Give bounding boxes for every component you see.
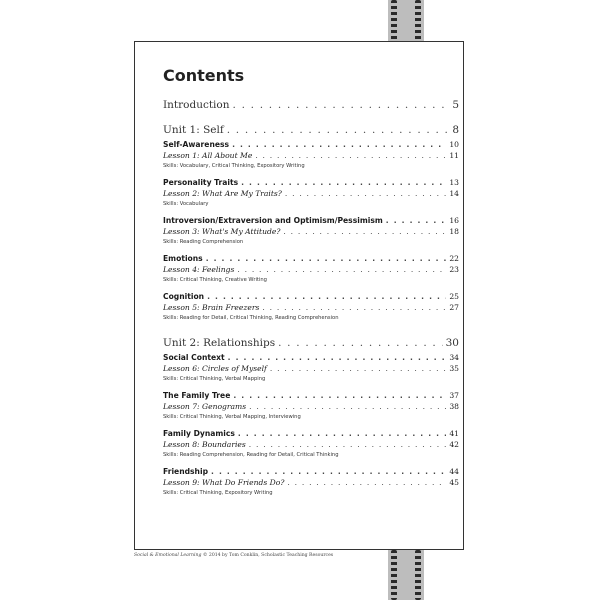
section-title: Emotions <box>163 254 203 263</box>
dot-leader <box>287 477 446 488</box>
toc-page-number: 18 <box>449 227 459 236</box>
chain-pattern <box>391 0 397 41</box>
toc-section <box>163 215 459 247</box>
contents-page <box>134 41 464 550</box>
toc-section <box>163 139 459 171</box>
toc-lesson[interactable] <box>163 302 459 313</box>
section-title: Cognition <box>163 292 205 301</box>
dot-leader <box>227 123 450 137</box>
section-title: The Family Tree <box>163 391 231 400</box>
lesson-title: Lesson 2: What Are My Traits? <box>163 189 282 198</box>
toc-section <box>163 177 459 209</box>
toc-entry-unit-2[interactable] <box>163 336 459 350</box>
toc-section-title[interactable] <box>163 466 459 477</box>
toc-page-number: 22 <box>449 254 459 263</box>
toc-label: Unit 2: Relationships <box>163 337 276 349</box>
toc-section <box>163 253 459 285</box>
lesson-title: Lesson 1: All About Me <box>163 151 253 160</box>
toc-section-title[interactable] <box>163 215 459 226</box>
chain-pattern <box>415 550 421 600</box>
dot-leader <box>386 215 447 226</box>
toc-section-title[interactable] <box>163 428 459 439</box>
lesson-skills: Skills: Critical Thinking, Creative Writing <box>163 277 267 283</box>
section-title: Personality Traits <box>163 178 239 187</box>
toc-lesson[interactable] <box>163 363 459 374</box>
toc-page-number: 35 <box>449 364 459 373</box>
dot-leader <box>285 188 446 199</box>
toc-section <box>163 466 459 498</box>
toc-label: Unit 1: Self <box>163 124 224 136</box>
toc-page-number: 8 <box>452 124 459 136</box>
dot-leader <box>278 336 443 350</box>
toc-lesson[interactable] <box>163 226 459 237</box>
lesson-title: Lesson 6: Circles of Myself <box>163 364 267 373</box>
dot-leader <box>283 226 446 237</box>
dot-leader <box>255 150 446 161</box>
toc-section <box>163 352 459 384</box>
dot-leader <box>262 302 446 313</box>
section-title: Introversion/Extraversion and Optimism/Pessimism <box>163 216 383 225</box>
toc-section <box>163 291 459 323</box>
toc-page-number: 30 <box>445 337 459 349</box>
toc-lesson[interactable] <box>163 439 459 450</box>
toc-section-title[interactable] <box>163 291 459 302</box>
chain-pattern <box>415 0 421 41</box>
toc-page-number: 45 <box>449 478 459 487</box>
toc-label: Introduction <box>163 99 230 111</box>
toc-section-title[interactable] <box>163 352 459 363</box>
dot-leader <box>232 139 446 150</box>
copyright-footer <box>134 553 333 558</box>
footer-book-title: Social & Emotional Learning <box>134 553 202 558</box>
lesson-skills: Skills: Critical Thinking, Expository Writing <box>163 490 273 496</box>
dot-leader <box>206 253 447 264</box>
dot-leader <box>249 401 446 412</box>
toc-lesson[interactable] <box>163 477 459 488</box>
table-of-contents <box>163 98 459 498</box>
lesson-skills: Skills: Critical Thinking, Verbal Mapping, Interviewing <box>163 414 301 420</box>
toc-lesson[interactable] <box>163 264 459 275</box>
toc-section-title[interactable] <box>163 177 459 188</box>
lesson-title: Lesson 9: What Do Friends Do? <box>163 478 285 487</box>
lesson-title: Lesson 8: Boundaries <box>163 440 246 449</box>
dot-leader <box>228 352 447 363</box>
binding-rail-top <box>388 0 424 41</box>
toc-entry-introduction[interactable] <box>163 98 459 112</box>
section-title: Social Context <box>163 353 225 362</box>
section-title: Self-Awareness <box>163 140 230 149</box>
toc-entry-unit-1[interactable] <box>163 123 459 137</box>
toc-section-title[interactable] <box>163 139 459 150</box>
toc-page-number: 34 <box>449 353 459 362</box>
lesson-skills: Skills: Vocabulary <box>163 201 209 207</box>
lesson-skills: Skills: Vocabulary, Critical Thinking, Expository Writing <box>163 163 305 169</box>
toc-section <box>163 390 459 422</box>
lesson-title: Lesson 3: What's My Attitude? <box>163 227 281 236</box>
lesson-skills: Skills: Reading Comprehension, Reading for Detail, Critical Thinking <box>163 452 339 458</box>
dot-leader <box>241 177 446 188</box>
binding-rail-bottom <box>388 550 424 600</box>
toc-page-number: 5 <box>452 99 459 111</box>
dot-leader <box>233 98 450 112</box>
toc-page-number: 10 <box>449 140 459 149</box>
toc-section-title[interactable] <box>163 390 459 401</box>
lesson-skills: Skills: Reading Comprehension <box>163 239 244 245</box>
lesson-title: Lesson 4: Feelings <box>163 265 235 274</box>
toc-page-number: 38 <box>449 402 459 411</box>
page-title: Contents <box>163 66 245 85</box>
toc-lesson[interactable] <box>163 150 459 161</box>
lesson-title: Lesson 5: Brain Freezers <box>163 303 260 312</box>
toc-section <box>163 428 459 460</box>
toc-page-number: 27 <box>449 303 459 312</box>
footer-copyright: © 2014 by Tom Conklin, Scholastic Teaching Resources <box>201 553 334 558</box>
toc-page-number: 25 <box>449 292 459 301</box>
lesson-title: Lesson 7: Genograms <box>163 402 247 411</box>
toc-page-number: 16 <box>449 216 459 225</box>
toc-page-number: 14 <box>449 189 459 198</box>
chain-pattern <box>391 550 397 600</box>
dot-leader <box>233 390 446 401</box>
dot-leader <box>211 466 446 477</box>
dot-leader <box>270 363 446 374</box>
lesson-skills: Skills: Critical Thinking, Verbal Mapping <box>163 376 266 382</box>
section-title: Family Dynamics <box>163 429 235 438</box>
toc-page-number: 11 <box>449 151 459 160</box>
toc-lesson[interactable] <box>163 401 459 412</box>
dot-leader <box>207 291 446 302</box>
lesson-skills: Skills: Reading for Detail, Critical Thinking, Reading Comprehension <box>163 315 339 321</box>
toc-section-title[interactable] <box>163 253 459 264</box>
section-title: Friendship <box>163 467 209 476</box>
dot-leader <box>238 428 446 439</box>
toc-page-number: 44 <box>449 467 459 476</box>
toc-page-number: 13 <box>449 178 459 187</box>
dot-leader <box>249 439 447 450</box>
toc-page-number: 41 <box>449 429 459 438</box>
toc-page-number: 23 <box>449 265 459 274</box>
dot-leader <box>237 264 446 275</box>
toc-page-number: 42 <box>449 440 459 449</box>
toc-lesson[interactable] <box>163 188 459 199</box>
toc-page-number: 37 <box>449 391 459 400</box>
